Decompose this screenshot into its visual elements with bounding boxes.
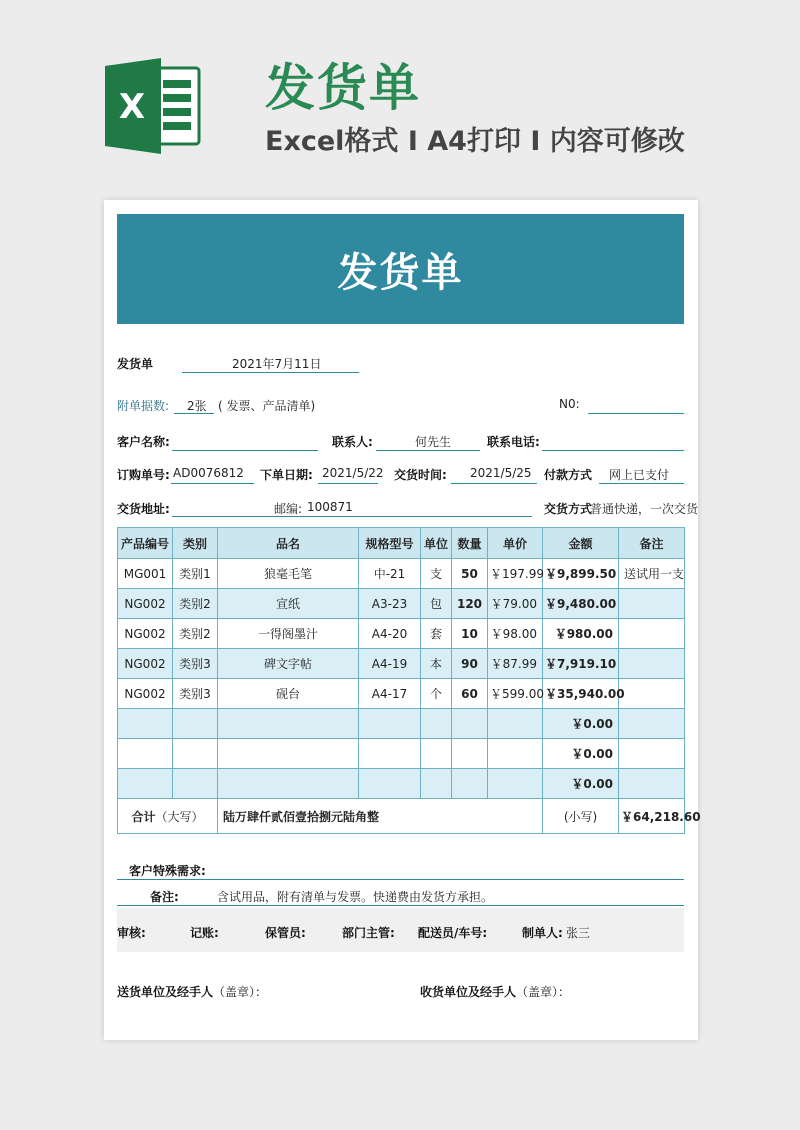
cell-category[interactable]: [173, 769, 218, 799]
items-table: [117, 527, 701, 834]
cell-category[interactable]: 类别2: [173, 589, 218, 619]
cell-amount[interactable]: ￥0.00: [543, 739, 619, 769]
audit-label: 审核:: [117, 926, 146, 940]
delivery-method-label: 交货方式: [544, 502, 593, 516]
cell-price[interactable]: [488, 739, 543, 769]
customer-label: 客户名称:: [117, 435, 170, 449]
delivery-time-underline: [451, 483, 537, 484]
contact-label: 联系人:: [332, 435, 373, 449]
cell-name[interactable]: 宣纸: [218, 589, 359, 619]
cell-spec[interactable]: [359, 709, 421, 739]
order-date-label: 下单日期:: [260, 468, 313, 482]
sender-stamp: （盖章）：: [213, 985, 268, 999]
delivery-time-label: 交货时间:: [394, 468, 447, 482]
cell-spec[interactable]: A4-17: [359, 679, 421, 709]
table-row: [118, 709, 685, 739]
cell-code[interactable]: MG001: [118, 559, 173, 589]
cell-name[interactable]: 碑文字帖: [218, 649, 359, 679]
table-row: [118, 769, 685, 799]
attach-note: ( 发票、产品清单): [218, 399, 316, 413]
cell-amount[interactable]: ￥0.00: [543, 769, 619, 799]
cell-qty[interactable]: [452, 709, 488, 739]
special-label: 客户特殊需求:: [129, 864, 206, 878]
special-underline: [117, 879, 684, 880]
delivery-method-value[interactable]: 普通快递，一次交货: [590, 502, 699, 516]
dispatcher-label: 配送员/车号:: [418, 926, 488, 940]
cell-unit[interactable]: 套: [421, 619, 452, 649]
cell-category[interactable]: 类别2: [173, 619, 218, 649]
payment-underline: [599, 483, 684, 484]
cell-qty[interactable]: 10: [452, 619, 488, 649]
promo-header: [0, 0, 800, 190]
cell-qty[interactable]: [452, 739, 488, 769]
cell-unit[interactable]: [421, 709, 452, 739]
postcode-label: 邮编:: [274, 502, 303, 516]
phone-underline: [542, 450, 684, 451]
cell-amount[interactable]: ￥0.00: [543, 709, 619, 739]
total-label: 合计: [131, 809, 156, 824]
header-unit: 单位: [421, 528, 452, 559]
no-label: N0:: [559, 397, 580, 411]
cell-note[interactable]: [619, 619, 685, 649]
cell-category[interactable]: 类别1: [173, 559, 218, 589]
cell-spec[interactable]: A4-19: [359, 649, 421, 679]
attach-count[interactable]: 2张: [187, 399, 207, 413]
cell-code[interactable]: NG002: [118, 679, 173, 709]
bookkeeping-label: 记账:: [190, 926, 219, 940]
cell-price[interactable]: ￥98.00: [488, 619, 543, 649]
cell-name[interactable]: [218, 739, 359, 769]
cell-code[interactable]: [118, 769, 173, 799]
attach-underline: [174, 413, 214, 414]
header-price: 单价: [488, 528, 543, 559]
total-lower-tag: (小写): [543, 799, 619, 834]
banner-title: 发货单: [337, 249, 464, 296]
invoice-date[interactable]: 2021年7月11日: [232, 357, 322, 371]
cell-spec[interactable]: [359, 769, 421, 799]
remark-value[interactable]: 含试用品，附有清单与发票。快递费由发货方承担。: [217, 890, 494, 904]
cell-category[interactable]: [173, 709, 218, 739]
total-label-cell: [118, 799, 218, 834]
receiver-label-text: 收货单位及经手人: [420, 985, 517, 999]
svg-text:X: X: [118, 87, 146, 127]
cell-amount[interactable]: ￥9,899.50: [543, 559, 619, 589]
cell-unit[interactable]: 个: [421, 679, 452, 709]
title-banner: [117, 214, 684, 324]
cell-name[interactable]: [218, 709, 359, 739]
cell-name[interactable]: 狼毫毛笔: [218, 559, 359, 589]
cell-unit[interactable]: [421, 739, 452, 769]
cell-unit[interactable]: 包: [421, 589, 452, 619]
table-header-row: [118, 528, 685, 559]
cell-name[interactable]: 砚台: [218, 679, 359, 709]
remark-label: 备注:: [150, 890, 179, 904]
remark-underline: [117, 905, 684, 906]
cell-code[interactable]: NG002: [118, 649, 173, 679]
table-row: [118, 559, 685, 589]
receiver-label: [420, 983, 570, 1000]
cell-price[interactable]: ￥79.00: [488, 589, 543, 619]
dept-label: 部门主管:: [342, 926, 395, 940]
cell-note[interactable]: 送试用一支: [619, 559, 685, 589]
cell-name[interactable]: 一得阁墨汁: [218, 619, 359, 649]
cell-spec[interactable]: A4-20: [359, 619, 421, 649]
cell-unit[interactable]: 支: [421, 559, 452, 589]
sender-label: [117, 983, 267, 1000]
cell-spec[interactable]: 中-21: [359, 559, 421, 589]
order-no-label: 订购单号:: [117, 468, 170, 482]
table-row: [118, 649, 685, 679]
contact-underline: [376, 450, 480, 451]
cell-code[interactable]: NG002: [118, 589, 173, 619]
sender-label-text: 送货单位及经手人: [117, 985, 214, 999]
cell-name[interactable]: [218, 769, 359, 799]
cell-code[interactable]: [118, 709, 173, 739]
attach-label: 附单据数:: [117, 399, 170, 413]
header-code: 产品编号: [118, 528, 173, 559]
total-upper-value[interactable]: 陆万肆仟贰佰壹拾捌元陆角整: [218, 799, 543, 834]
cell-qty[interactable]: 50: [452, 559, 488, 589]
contact-value[interactable]: 何先生: [415, 435, 452, 449]
address-underline: [172, 516, 532, 517]
invoice-sheet: [104, 200, 701, 1040]
order-date-underline: [318, 483, 378, 484]
cell-price[interactable]: [488, 709, 543, 739]
cell-category[interactable]: 类别3: [173, 649, 218, 679]
delivery-time-value[interactable]: 2021/5/25: [470, 466, 532, 480]
cell-note[interactable]: [619, 709, 685, 739]
customer-underline: [172, 450, 318, 451]
cell-code[interactable]: [118, 739, 173, 769]
header-qty: 数量: [452, 528, 488, 559]
table-row: [118, 679, 685, 709]
order-no-underline: [171, 483, 254, 484]
cell-unit[interactable]: [421, 769, 452, 799]
header-amount: 金额: [543, 528, 619, 559]
total-lower-value[interactable]: ￥64,218.60: [619, 799, 685, 834]
table-row: [118, 619, 685, 649]
cell-price[interactable]: [488, 769, 543, 799]
promo-subtitle: Excel格式 I A4打印 I 内容可修改: [265, 126, 685, 157]
cell-note[interactable]: [619, 769, 685, 799]
cell-amount[interactable]: ￥7,919.10: [543, 649, 619, 679]
cell-qty[interactable]: [452, 769, 488, 799]
cell-price[interactable]: ￥599.00: [488, 679, 543, 709]
header-category: 类别: [173, 528, 218, 559]
receiver-stamp: （盖章）：: [516, 985, 571, 999]
no-underline: [588, 413, 684, 414]
table-row: [118, 739, 685, 769]
cell-qty[interactable]: 60: [452, 679, 488, 709]
cell-amount[interactable]: ￥980.00: [543, 619, 619, 649]
phone-label: 联系电话:: [487, 435, 540, 449]
header-spec: 规格型号: [359, 528, 421, 559]
address-label: 交货地址:: [117, 502, 170, 516]
excel-logo-icon: [105, 58, 203, 154]
cell-price[interactable]: ￥197.99: [488, 559, 543, 589]
cell-spec[interactable]: [359, 739, 421, 769]
order-date-value[interactable]: 2021/5/22: [322, 466, 384, 480]
cell-spec[interactable]: A3-23: [359, 589, 421, 619]
payment-label: 付款方式: [544, 468, 593, 482]
cell-price[interactable]: ￥87.99: [488, 649, 543, 679]
cell-note[interactable]: [619, 589, 685, 619]
maker-value[interactable]: 张三: [566, 926, 591, 940]
payment-value[interactable]: 网上已支付: [609, 468, 670, 482]
invoice-label: 发货单: [117, 357, 154, 371]
cell-unit[interactable]: 本: [421, 649, 452, 679]
header-note: 备注: [619, 528, 685, 559]
postcode-value[interactable]: 100871: [307, 500, 353, 514]
cell-note[interactable]: [619, 739, 685, 769]
invoice-date-underline: [182, 372, 359, 373]
cell-amount[interactable]: ￥9,480.00: [543, 589, 619, 619]
order-no-value[interactable]: AD0076812: [173, 466, 244, 480]
total-row: [118, 799, 685, 834]
keeper-label: 保管员:: [265, 926, 306, 940]
cell-qty[interactable]: 90: [452, 649, 488, 679]
header-name: 品名: [218, 528, 359, 559]
cell-code[interactable]: NG002: [118, 619, 173, 649]
cell-note[interactable]: [619, 679, 685, 709]
cell-category[interactable]: [173, 739, 218, 769]
cell-note[interactable]: [619, 649, 685, 679]
cell-category[interactable]: 类别3: [173, 679, 218, 709]
cell-amount[interactable]: ￥35,940.00: [543, 679, 619, 709]
cell-qty[interactable]: 120: [452, 589, 488, 619]
maker-label: 制单人:: [522, 926, 563, 940]
total-upper-tag: （大写）: [155, 809, 204, 824]
promo-title: 发货单: [265, 59, 421, 117]
table-row: [118, 589, 685, 619]
